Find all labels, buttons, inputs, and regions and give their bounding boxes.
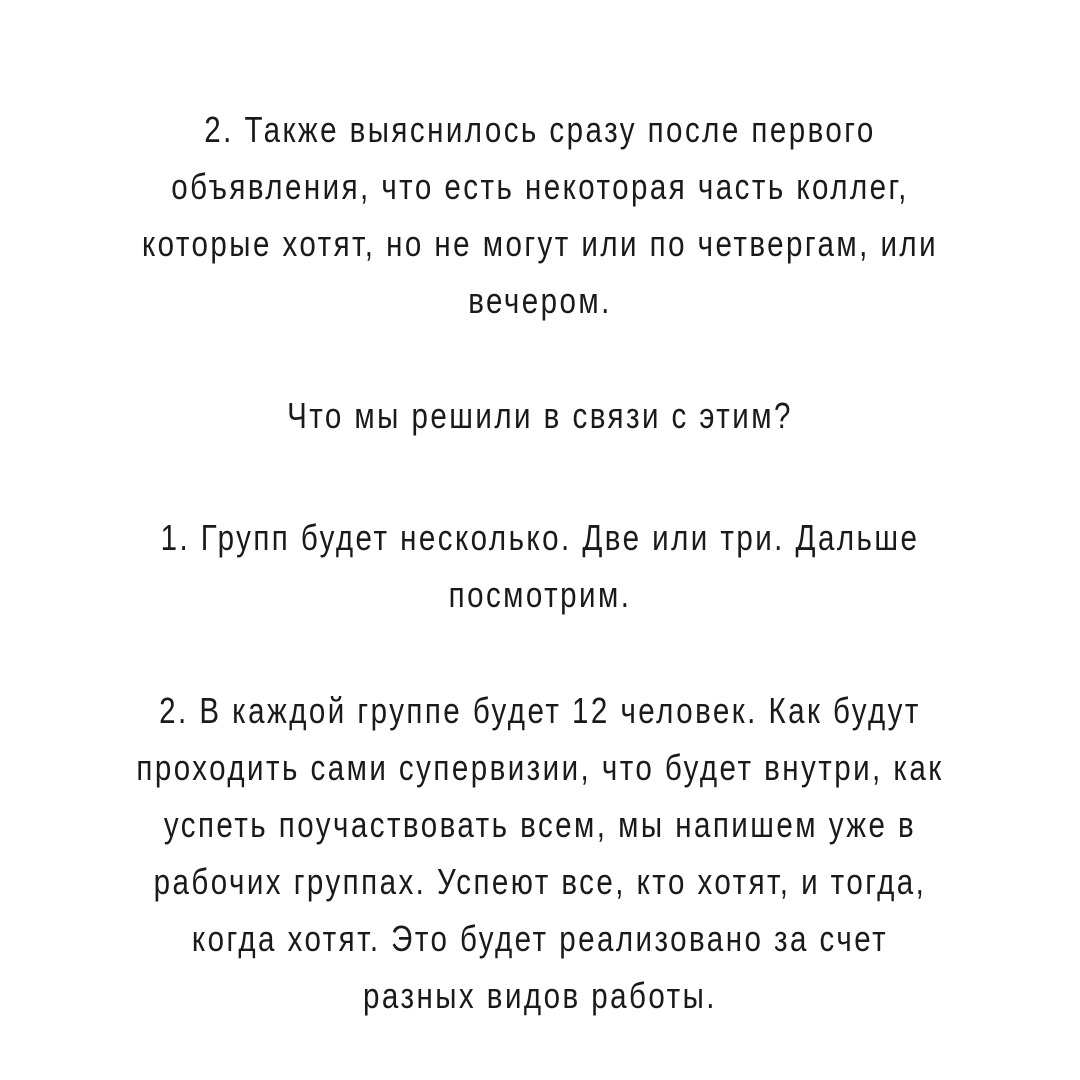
text-line: когда хотят. Это будет реализовано за счет <box>191 918 889 959</box>
text-line: объявления, что есть некоторая часть коллег, <box>171 166 909 207</box>
text-line: вечером. <box>468 280 612 321</box>
text-line: 2. В каждой группе будет 12 человек. Как будут <box>159 690 921 731</box>
text-line: которые хотят, но не могут или по четвергам, или <box>141 223 939 264</box>
question-line: Что мы решили в связи с этим? <box>287 395 793 436</box>
text-line: проходить сами супервизии, что будет внутри, как <box>136 747 944 788</box>
text-line: 2. Также выяснилось сразу после первого <box>204 109 876 150</box>
text-line: 1. Групп будет несколько. Две или три. Дальше <box>160 517 920 558</box>
text-line: разных видов работы. <box>363 975 717 1016</box>
text-line: рабочих группах. Успеют все, кто хотят, и тогда, <box>153 861 927 902</box>
text-line: успеть поучаствовать всем, мы напишем уже в <box>163 804 917 845</box>
text-line: посмотрим. <box>448 574 632 615</box>
